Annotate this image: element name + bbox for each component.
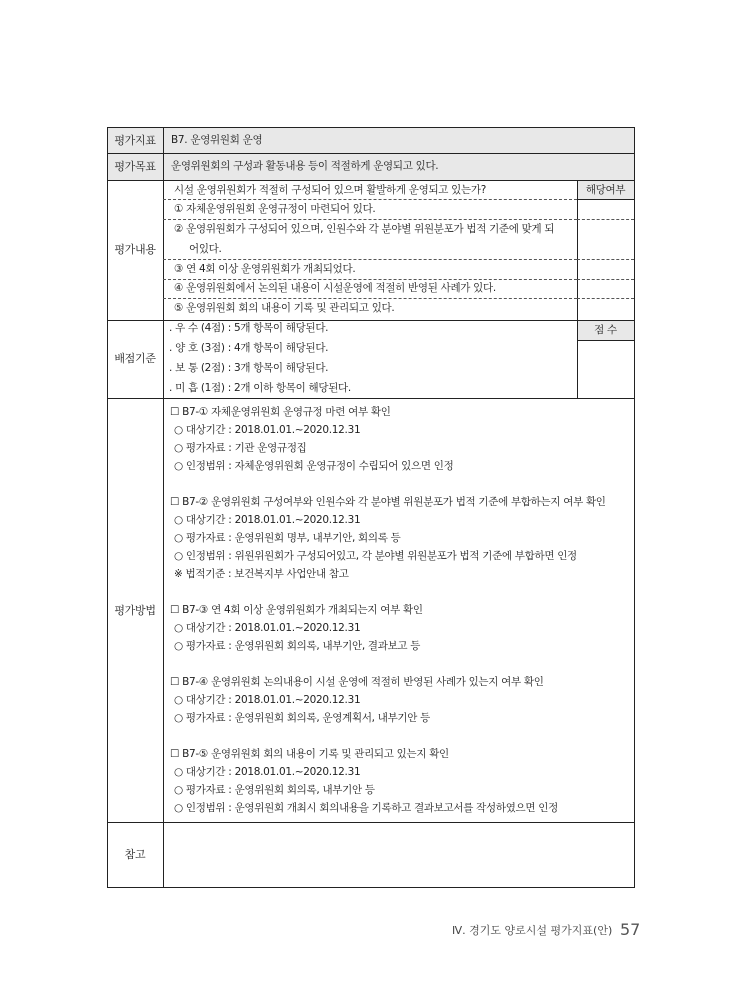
- method-line: ○ 인정범위 : 위원위원회가 구성되어있고, 각 분야별 위원분포가 법적 기준에 부합하면 인정: [174, 550, 577, 562]
- method-line: ○ 대상기간 : 2018.01.01.~2020.12.31: [174, 514, 361, 526]
- content-item: ⑤ 운영위원회 회의 내용이 기록 및 관리되고 있다.: [174, 302, 395, 314]
- method-line: ○ 대상기간 : 2018.01.01.~2020.12.31: [174, 766, 361, 778]
- method-line: ○ 평가자료 : 운영위원회 회의록, 운영계획서, 내부기안 등: [174, 712, 430, 724]
- applies-header: 해당여부: [585, 184, 626, 196]
- page-number: 57: [620, 920, 641, 939]
- indicator-label: 평가지표: [114, 134, 156, 147]
- method-heading: ☐ B7-⑤ 운영위원회 회의 내용이 기록 및 관리되고 있는지 확인: [170, 748, 449, 760]
- method-line: ○ 평가자료 : 운영위원회 회의록, 내부기안, 결과보고 등: [174, 640, 421, 652]
- method-line: ○ 인정범위 : 자체운영위원회 운영규정이 수립되어 있으면 인정: [174, 460, 454, 472]
- method-heading: ☐ B7-② 운영위원회 구성여부와 인원수와 각 분야별 위원분포가 법적 기준에 부합하는지 여부 확인: [170, 496, 606, 508]
- method-heading: ☐ B7-④ 운영위원회 논의내용이 시설 운영에 적절히 반영된 사례가 있는지 여부 확인: [170, 676, 544, 688]
- method-line: ○ 대상기간 : 2018.01.01.~2020.12.31: [174, 694, 361, 706]
- indicator-value: B7. 운영위원회 운영: [171, 134, 263, 146]
- content-item: ③ 연 4회 이상 운영위원회가 개최되었다.: [174, 263, 356, 275]
- content-item-continued: 어있다.: [189, 243, 222, 255]
- method-heading: ☐ B7-① 자체운영위원회 운영규정 마련 여부 확인: [170, 406, 391, 418]
- goal-label: 평가목표: [114, 160, 156, 173]
- content-item: ② 운영위원회가 구성되어 있으며, 인원수와 각 분야별 위원분포가 법적 기준에 맞게 되: [174, 223, 555, 235]
- scoring-item: . 양 호 (3점) : 4개 항목이 해당된다.: [169, 342, 329, 354]
- method-note: ※ 법적기준 : 보건복지부 사업안내 참고: [174, 568, 349, 580]
- goal-value: 운영위원회의 구성과 활동내용 등이 적절하게 운영되고 있다.: [171, 160, 439, 172]
- scoring-item: . 미 흡 (1점) : 2개 이하 항목이 해당된다.: [169, 382, 351, 394]
- method-line: ○ 대상기간 : 2018.01.01.~2020.12.31: [174, 424, 361, 436]
- content-label: 평가내용: [114, 243, 156, 256]
- method-line: ○ 평가자료 : 운영위원회 회의록, 내부기안 등: [174, 784, 375, 796]
- content-question: 시설 운영위원회가 적절히 구성되어 있으며 활발하게 운영되고 있는가?: [174, 184, 486, 196]
- content-item: ④ 운영위원회에서 논의된 내용이 시설운영에 적절히 반영된 사례가 있다.: [174, 282, 496, 294]
- scoring-item: . 우 수 (4점) : 5개 항목이 해당된다.: [169, 322, 329, 334]
- method-line: ○ 평가자료 : 운영위원회 명부, 내부기안, 회의록 등: [174, 532, 401, 544]
- method-line: ○ 인정범위 : 운영위원회 개최시 회의내용을 기록하고 결과보고서를 작성하였으면 인정: [174, 802, 558, 814]
- footer-section-title: Ⅳ. 경기도 양로시설 평가지표(안): [452, 924, 613, 937]
- note-label: 참고: [124, 848, 146, 861]
- score-header: 점 수: [594, 324, 617, 336]
- content-item: ① 자체운영위원회 운영규정이 마련되어 있다.: [174, 203, 376, 215]
- scoring-item: . 보 통 (2점) : 3개 항목이 해당된다.: [169, 362, 329, 374]
- method-line: ○ 대상기간 : 2018.01.01.~2020.12.31: [174, 622, 361, 634]
- method-heading: ☐ B7-③ 연 4회 이상 운영위원회가 개최되는지 여부 확인: [170, 604, 423, 616]
- scoring-label: 배점기준: [114, 352, 156, 365]
- method-line: ○ 평가자료 : 기관 운영규정집: [174, 442, 307, 454]
- method-label: 평가방법: [114, 604, 156, 617]
